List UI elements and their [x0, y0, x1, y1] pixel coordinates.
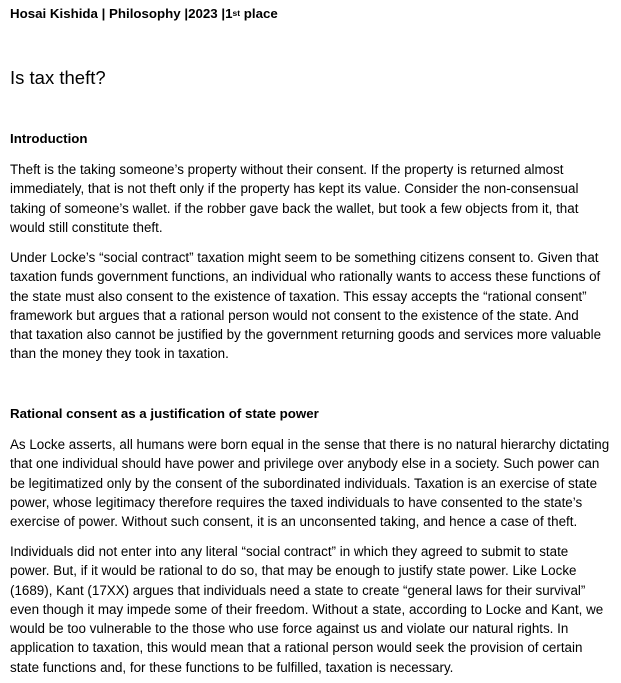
paragraph-line: immediately, that is not theft only if the property has kept its value. Consider the non-consensual [10, 181, 579, 197]
paragraph-line: exercise of power. Without such consent, it is an unconsented taking, and hence a case of theft. [10, 514, 578, 530]
paragraph [10, 542, 610, 677]
paragraph-line: taking of someone’s wallet. if the robber gave back the wallet, but took a few objects from it, that [10, 200, 579, 216]
paragraph-line: would be too vulnerable to the those who use force against us and violate our natural rights. In [10, 621, 569, 637]
paragraph-line: application to taxation, this would mean that a rational person would seek the provision of certain [10, 640, 583, 656]
paragraph-line: that taxation also cannot be justified by the government returning goods and services more valuable [10, 327, 602, 343]
paragraph-line: power. But, if it would be rational to do so, that may be enough to justify state power. Like Locke [10, 563, 577, 579]
section-heading-rational-consent: Rational consent as a justification of state power [10, 406, 319, 421]
paragraph-line: Individuals did not enter into any literal “social contract” in which they agreed to submit to state [10, 544, 569, 559]
ordinal-superscript: st [232, 8, 241, 18]
author-header [10, 5, 278, 23]
paragraph-line: As Locke asserts, all humans were born equal in the sense that there is no natural hierarchy dictating [10, 437, 610, 452]
paragraph-line: that one individual should have power and privilege over anybody else in a society. Such power can [10, 456, 600, 472]
paragraph-line: taxation funds government functions, an individual who rationally wants to access these functions of [10, 269, 601, 285]
paragraph-line: than the money they took in taxation. [10, 346, 229, 362]
paragraph-line: (1689), Kant (17XX) argues that individuals need a state to create “general laws for their survival” [10, 582, 586, 598]
paragraph-line: power, whose legitimacy therefore requires the taxed individuals to have consented to the state’s [10, 494, 583, 510]
paragraph-line: framework but argues that a rational person would not consent to the existence of the state. And [10, 307, 579, 323]
paragraph-line: be legitimatized only by the consent of the subordinated individuals. Taxation is an exercise of state [10, 475, 598, 491]
paragraph-line: even though it may impede some of their freedom. Without a state, according to Locke and Kant, we [10, 601, 604, 617]
paragraph [10, 160, 610, 237]
paragraph-line: the state must also consent to the existence of taxation. This essay accepts the “rational consent” [10, 288, 587, 304]
paragraph-line: would still constitute theft. [10, 219, 163, 235]
paragraph [10, 248, 610, 364]
author-info: Hosai Kishida | Philosophy |2023 |1 [10, 6, 233, 21]
paragraph-line: Theft is the taking someone’s property without their consent. If the property is returned almost [10, 162, 564, 177]
essay-title: Is tax theft? [10, 67, 106, 88]
paragraph [10, 435, 610, 531]
place-label: place [240, 6, 278, 21]
paragraph-line: Under Locke’s “social contract” taxation might seem to be something citizens consent to. Given that [10, 250, 599, 265]
section-heading-introduction: Introduction [10, 131, 88, 146]
paragraph-line: state functions and, for these functions to be fulfilled, taxation is necessary. [10, 659, 454, 675]
